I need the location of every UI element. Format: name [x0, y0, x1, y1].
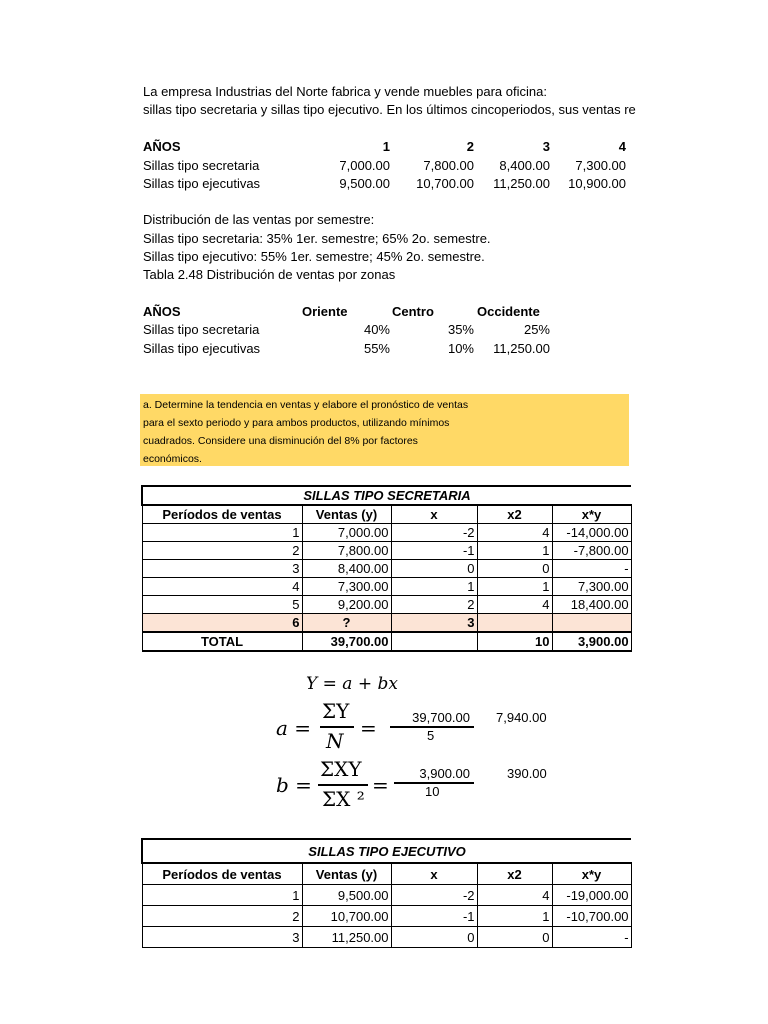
forecast-row — [142, 614, 631, 633]
distribution-line-2: Sillas tipo secretaria: 35% 1er. semestre; 65% 2o. semestre. — [143, 231, 491, 246]
sales-year-3: 3 — [542, 139, 550, 154]
table-cell: 1 — [142, 524, 302, 542]
zones-cell: 11,250.00 — [493, 341, 550, 356]
table-cell: -10,700.00 — [552, 906, 631, 927]
table-cell: -14,000.00 — [552, 524, 631, 542]
zones-row-label: Sillas tipo ejecutivas — [143, 341, 261, 356]
zones-header-label: AÑOS — [143, 304, 181, 319]
column-header: Ventas (y) — [302, 505, 391, 524]
table-cell: 4 — [142, 578, 302, 596]
ejecutivo-table — [141, 838, 632, 948]
a-calc-numerator: 39,700.00 — [412, 710, 470, 725]
distribution-line-4: Tabla 2.48 Distribución de ventas por zonas — [143, 267, 396, 282]
zones-header-centro: Centro — [392, 304, 434, 319]
sales-row-label: Sillas tipo secretaria — [143, 158, 260, 173]
column-header: x*y — [552, 505, 631, 524]
a-calc-denominator: 5 — [427, 728, 435, 743]
table-cell: 0 — [477, 560, 552, 578]
table-cell: 11,250.00 — [302, 927, 391, 948]
task-line-1: a. Determine la tendencia en ventas y elabore el pronóstico de ventas — [143, 399, 469, 411]
column-header: x2 — [477, 505, 552, 524]
sales-year-2: 2 — [466, 139, 474, 154]
table-cell: -2 — [391, 885, 477, 906]
regression-model-formula: Y = a + bx — [306, 674, 398, 694]
zones-cell: 55% — [363, 341, 390, 356]
table-cell: 5 — [142, 596, 302, 614]
column-header: x2 — [477, 863, 552, 885]
b-equals-sign: = — [372, 773, 389, 797]
table-cell: 2 — [142, 542, 302, 560]
table-cell: 39,700.00 — [302, 632, 391, 651]
sales-cell: 9,500.00 — [339, 176, 390, 191]
table-cell: 18,400.00 — [552, 596, 631, 614]
a-equals-sign: = — [360, 716, 377, 740]
table-cell: 7,300.00 — [302, 578, 391, 596]
b-formula-lhs: b = — [276, 773, 312, 797]
column-header: x*y — [552, 863, 631, 885]
task-highlight-box — [140, 394, 629, 466]
table-cell: 2 — [391, 596, 477, 614]
intro-line-2: sillas tipo secretaria y sillas tipo ejecutivo. En los últimos cincoperiodos, sus ventas re — [143, 102, 636, 117]
table-cell: 6 — [142, 614, 302, 633]
table-cell: 1 — [142, 885, 302, 906]
table-row — [142, 542, 631, 560]
distribution-line-1: Distribución de las ventas por semestre: — [143, 212, 375, 227]
column-header: Períodos de ventas — [142, 863, 302, 885]
table-cell: 0 — [391, 560, 477, 578]
table-cell — [477, 614, 552, 633]
sales-row-label: Sillas tipo ejecutivas — [143, 176, 261, 191]
table-cell: 2 — [142, 906, 302, 927]
total-row — [142, 632, 631, 651]
b-result: 390.00 — [507, 766, 547, 781]
task-line-2: para el sexto periodo y para ambos productos, utilizando mínimos — [143, 417, 450, 429]
a-formula-lhs: a = — [276, 716, 312, 740]
b-calc-numerator: 3,900.00 — [419, 766, 470, 781]
table-cell: 10,700.00 — [302, 906, 391, 927]
table-row — [142, 885, 631, 906]
table-cell: 3 — [142, 560, 302, 578]
table-cell: 3 — [142, 927, 302, 948]
table-row — [142, 906, 631, 927]
table-cell: 10 — [477, 632, 552, 651]
table-row — [142, 927, 631, 948]
sales-cell: 11,250.00 — [493, 176, 550, 191]
table-cell: TOTAL — [142, 632, 302, 651]
sales-cell: 7,300.00 — [575, 158, 626, 173]
sales-cell: 7,800.00 — [423, 158, 474, 173]
sales-cell: 10,900.00 — [568, 176, 626, 191]
table-row — [142, 578, 631, 596]
sales-header-label: AÑOS — [143, 139, 181, 154]
table-cell: 1 — [391, 578, 477, 596]
table-cell: 4 — [477, 885, 552, 906]
column-header: Ventas (y) — [302, 863, 391, 885]
table-cell: 4 — [477, 524, 552, 542]
zones-cell: 10% — [447, 341, 474, 356]
column-header: x — [391, 863, 477, 885]
zones-cell: 35% — [447, 322, 474, 337]
intro-line-1: La empresa Industrias del Norte fabrica y vende muebles para oficina: — [143, 84, 547, 99]
zones-row-label: Sillas tipo secretaria — [143, 322, 260, 337]
table-cell: 9,500.00 — [302, 885, 391, 906]
zones-cell: 25% — [523, 322, 550, 337]
distribution-line-3: Sillas tipo ejecutivo: 55% 1er. semestre; 45% 2o. semestre. — [143, 249, 485, 264]
table-cell: -19,000.00 — [552, 885, 631, 906]
table-title: SILLAS TIPO SECRETARIA — [142, 486, 631, 505]
table-row — [142, 560, 631, 578]
b-fraction-bar — [318, 784, 368, 786]
table-cell: -7,800.00 — [552, 542, 631, 560]
table-cell: 0 — [477, 927, 552, 948]
column-header: Períodos de ventas — [142, 505, 302, 524]
b-formula-denominator: ΣX ² — [322, 787, 365, 811]
sales-cell: 7,000.00 — [339, 158, 390, 173]
zones-cell: 40% — [363, 322, 390, 337]
table-cell — [391, 632, 477, 651]
table-cell: 9,200.00 — [302, 596, 391, 614]
sales-cell: 10,700.00 — [416, 176, 474, 191]
table-cell: 7,000.00 — [302, 524, 391, 542]
table-cell: 3 — [391, 614, 477, 633]
table-cell: 8,400.00 — [302, 560, 391, 578]
table-cell: 7,800.00 — [302, 542, 391, 560]
table-cell: 4 — [477, 596, 552, 614]
table-cell — [552, 614, 631, 633]
table-cell: 0 — [391, 927, 477, 948]
a-formula-numerator: ΣY — [322, 699, 350, 723]
a-fraction-bar — [320, 726, 354, 728]
b-formula-numerator: ΣXY — [320, 757, 362, 781]
table-cell: -1 — [391, 542, 477, 560]
table-cell: 3,900.00 — [552, 632, 631, 651]
table-cell: 1 — [477, 578, 552, 596]
b-calc-denominator: 10 — [425, 784, 440, 799]
a-formula-denominator: N — [326, 729, 344, 753]
task-line-3: cuadrados. Considere una disminución del 8% por factores — [143, 435, 418, 447]
table-row — [142, 524, 631, 542]
task-line-4: económicos. — [143, 453, 202, 465]
table-cell: 7,300.00 — [552, 578, 631, 596]
a-result: 7,940.00 — [496, 710, 547, 725]
sales-cell: 8,400.00 — [499, 158, 550, 173]
table-cell: - — [552, 927, 631, 948]
zones-header-occidente: Occidente — [477, 304, 540, 319]
table-cell: -1 — [391, 906, 477, 927]
zones-header-oriente: Oriente — [302, 304, 348, 319]
secretaria-table — [141, 485, 632, 652]
table-cell: ? — [302, 614, 391, 633]
table-cell: - — [552, 560, 631, 578]
table-cell: -2 — [391, 524, 477, 542]
table-row — [142, 596, 631, 614]
table-title: SILLAS TIPO EJECUTIVO — [142, 839, 631, 863]
column-header: x — [391, 505, 477, 524]
table-cell: 1 — [477, 542, 552, 560]
sales-year-1: 1 — [382, 139, 390, 154]
sales-year-4: 4 — [618, 139, 626, 154]
table-cell: 1 — [477, 906, 552, 927]
